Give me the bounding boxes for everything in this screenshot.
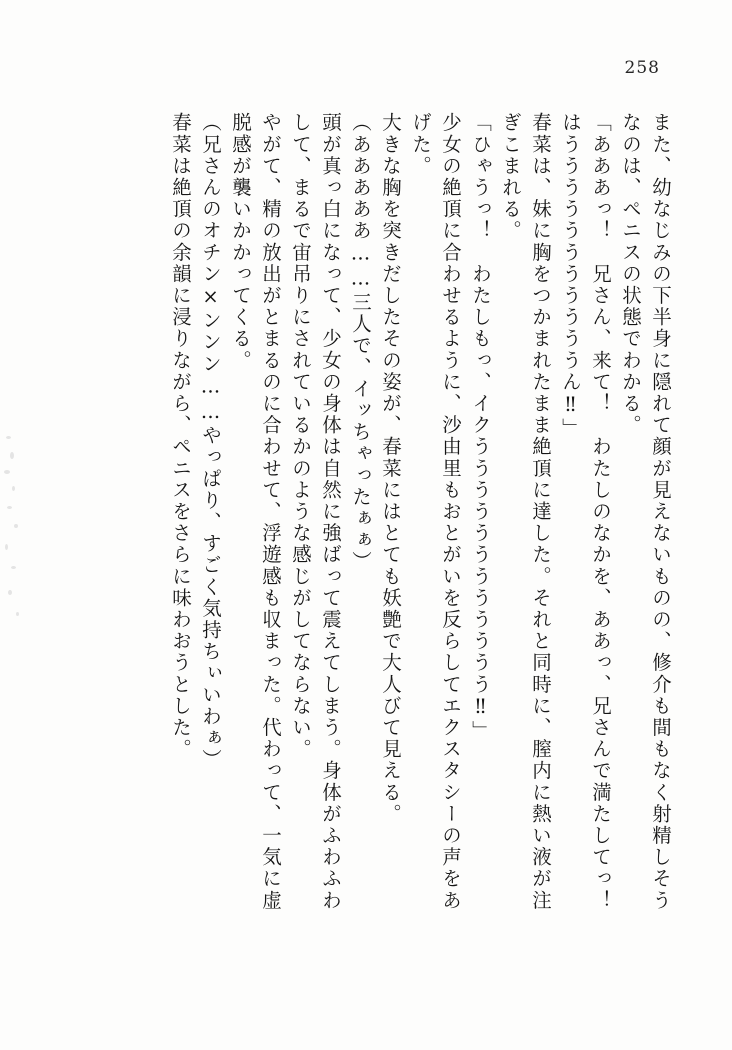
text-line: 脱感が襲いかかってくる。 bbox=[229, 112, 252, 372]
paper-speckle bbox=[4, 470, 10, 474]
page-number: 258 bbox=[624, 58, 660, 78]
paper-speckle bbox=[16, 612, 19, 616]
text-line: なのは、ペニスの状態でわかる。 bbox=[619, 112, 642, 436]
text-line: 頭が真っ白になって、少女の身体は自然に強ばって震えてしまう。身体がふわふわ bbox=[319, 112, 342, 912]
text-line: ぎこまれる。 bbox=[499, 112, 522, 242]
paper-speckle bbox=[14, 524, 18, 528]
text-line: 「あああっ！ 兄さん、来て！ わたしのなかを、ああっ、兄さんで満たしてっ！ bbox=[589, 112, 612, 912]
paper-speckle bbox=[7, 506, 12, 509]
text-line: はうううううううううううん‼」 bbox=[559, 112, 582, 440]
paper-speckle bbox=[12, 486, 15, 491]
text-line: （あああああ……三人で、イッちゃったぁぁ） bbox=[349, 112, 372, 573]
text-line: 春菜は絶頂の余韻に浸りながら、ペニスをさらに味わおうとした。 bbox=[169, 112, 192, 760]
paper-speckle bbox=[6, 436, 11, 439]
paper-speckle bbox=[8, 590, 12, 595]
text-line: 「ひゃうっ！ わたしもっ、イクうううううううううううう‼」 bbox=[469, 112, 492, 742]
paper-speckle bbox=[10, 452, 14, 459]
text-line: げた。 bbox=[409, 112, 432, 177]
text-line: 大きな胸を突きだしたその姿が、春菜にはとても妖艶で大人びて見える。 bbox=[379, 112, 402, 825]
text-line: また、幼なじみの下半身に隠れて顔が見えないものの、修介も間もなく射精しそう bbox=[649, 112, 672, 912]
paper-speckle bbox=[5, 544, 8, 550]
body-text bbox=[62, 112, 670, 978]
text-line: して、まるで宙吊りにされているかのような感じがしてならない。 bbox=[289, 112, 312, 760]
text-line: 少女の絶頂に合わせるように、沙由里もおとがいを反らしてエクスタシーの声をあ bbox=[439, 112, 462, 912]
paper-speckle bbox=[11, 566, 16, 569]
text-line: 春菜は、妹に胸をつかまれたまま絶頂に達した。それと同時に、膣内に熱い液が注 bbox=[529, 112, 552, 912]
text-line: やがて、精の放出がとまるのに合わせて、浮遊感も収まった。代わって、一気に虚 bbox=[259, 112, 282, 912]
text-line: （兄さんのオチン×ンンン……やっぱり、すごく気持ちぃいわぁ） bbox=[199, 112, 222, 771]
